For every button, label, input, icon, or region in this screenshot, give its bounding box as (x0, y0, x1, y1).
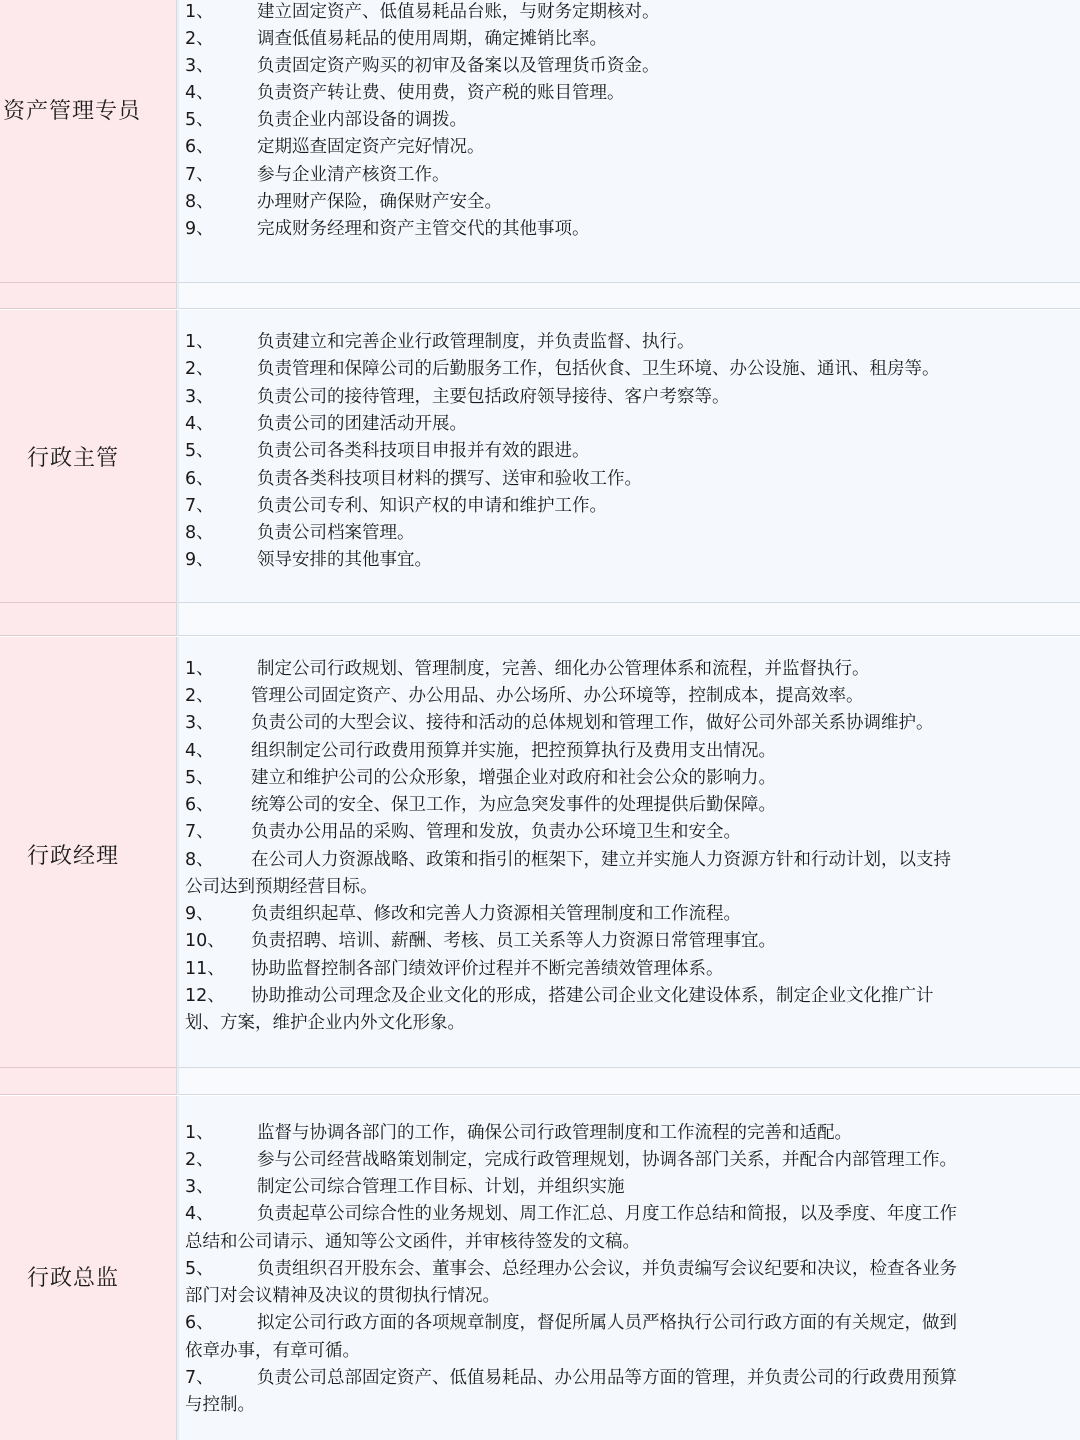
item-number: 3、 (185, 713, 214, 733)
duty-item-continuation: 依章办事，有章可循。 (185, 1341, 360, 1361)
item-number: 1、 (185, 659, 214, 679)
item-text: 负责公司的接待管理，主要包括政府领导接待、客户考察等。 (257, 387, 730, 407)
duty-item-continuation: 与控制。 (185, 1395, 255, 1415)
duty-item (185, 1256, 1068, 1283)
item-number: 7、 (185, 496, 214, 516)
item-number: 5、 (185, 768, 214, 788)
section-spacer (0, 602, 1080, 636)
duty-item (185, 656, 1068, 683)
item-text: 参与公司经营战略策划制定，完成行政管理规划，协调各部门关系，并配合内部管理工作。 (257, 1150, 957, 1170)
item-number: 7、 (185, 165, 214, 185)
duty-item-continuation: 总结和公司请示、通知等公文函件，并审核待签发的文稿。 (185, 1232, 640, 1252)
item-text: 调查低值易耗品的使用周期，确定摊销比率。 (257, 29, 607, 49)
item-text: 定期巡查固定资产完好情况。 (257, 137, 485, 157)
item-number: 4、 (185, 414, 214, 434)
role-title: 资产管理专员 (3, 98, 142, 124)
section-spacer (0, 1067, 1080, 1095)
item-text: 负责公司总部固定资产、低值易耗品、办公用品等方面的管理，并负责公司的行政费用预算 (257, 1368, 957, 1388)
role-cell (0, 637, 177, 1067)
role-cell (0, 0, 177, 282)
duty-item (185, 710, 1068, 737)
item-text: 监督与协调各部门的工作，确保公司行政管理制度和工作流程的完善和适配。 (257, 1123, 852, 1143)
duty-item (185, 53, 1068, 80)
duty-item (185, 792, 1068, 819)
item-text: 协助推动公司理念及企业文化的形成，搭建公司企业文化建设体系，制定企业文化推广计 (251, 986, 934, 1006)
duty-item (185, 134, 1068, 161)
duty-item (185, 983, 1068, 1010)
role-cell (0, 310, 177, 602)
item-number: 6、 (185, 1313, 214, 1333)
role-title: 行政经理 (27, 843, 120, 869)
item-text: 建立和维护公司的公众形象，增强企业对政府和社会公众的影响力。 (251, 768, 776, 788)
item-number: 11、 (185, 959, 225, 979)
duty-item (185, 901, 1068, 928)
item-text: 负责固定资产购买的初审及备案以及管理货币资金。 (257, 56, 660, 76)
item-text: 负责公司的团建活动开展。 (257, 414, 467, 434)
duty-item (185, 493, 1068, 520)
item-text: 负责公司的大型会议、接待和活动的总体规划和管理工作，做好公司外部关系协调维护。 (251, 713, 934, 733)
item-text: 负责管理和保障公司的后勤服务工作，包括伙食、卫生环境、办公设施、通讯、租房等。 (257, 359, 940, 379)
item-number: 4、 (185, 741, 214, 761)
duty-item-continuation: 部门对会议精神及决议的贯彻执行情况。 (185, 1286, 500, 1306)
item-number: 9、 (185, 904, 214, 924)
item-number: 9、 (185, 550, 214, 570)
section-spacer (0, 282, 1080, 309)
duty-item (185, 520, 1068, 547)
item-text: 负责公司档案管理。 (257, 523, 415, 543)
item-number: 6、 (185, 795, 214, 815)
duty-item (185, 329, 1068, 356)
item-number: 1、 (185, 2, 214, 22)
item-number: 8、 (185, 192, 214, 212)
duty-item (185, 1120, 1068, 1147)
item-number: 4、 (185, 1204, 214, 1224)
duty-item (185, 819, 1068, 846)
item-text: 负责起草公司综合性的业务规划、周工作汇总、月度工作总结和简报，以及季度、年度工作 (257, 1204, 957, 1224)
item-number: 3、 (185, 56, 214, 76)
duty-item (185, 216, 1068, 243)
item-text: 拟定公司行政方面的各项规章制度，督促所属人员严格执行公司行政方面的有关规定，做到 (257, 1313, 957, 1333)
duty-item (185, 1201, 1068, 1228)
duty-item (185, 847, 1068, 874)
item-text: 负责办公用品的采购、管理和发放，负责办公环境卫生和安全。 (251, 822, 741, 842)
item-text: 制定公司行政规划、管理制度，完善、细化办公管理体系和流程，并监督执行。 (257, 659, 870, 679)
item-number: 2、 (185, 686, 214, 706)
item-text: 在公司人力资源战略、政策和指引的框架下，建立并实施人力资源方针和行动计划，以支持 (251, 850, 951, 870)
item-text: 组织制定公司行政费用预算并实施，把控预算执行及费用支出情况。 (251, 741, 776, 761)
item-text: 参与企业清产核资工作。 (257, 165, 450, 185)
duty-item (185, 438, 1068, 465)
duty-item (185, 356, 1068, 383)
item-text: 管理公司固定资产、办公用品、办公场所、办公环境等，控制成本，提高效率。 (251, 686, 864, 706)
item-text: 制定公司综合管理工作目标、计划，并组织实施 (257, 1177, 625, 1197)
duty-item-continuation: 公司达到预期经营目标。 (185, 877, 378, 897)
duty-item-continuation: 划、方案，维护企业内外文化形象。 (185, 1013, 465, 1033)
item-number: 1、 (185, 1123, 214, 1143)
item-text: 统筹公司的安全、保卫工作，为应急突发事件的处理提供后勤保障。 (251, 795, 776, 815)
item-text: 负责组织召开股东会、董事会、总经理办公会议，并负责编写会议纪要和决议，检查各业务 (257, 1259, 957, 1279)
duty-item (185, 765, 1068, 792)
item-text: 办理财产保险，确保财产安全。 (257, 192, 502, 212)
item-number: 7、 (185, 1368, 214, 1388)
duty-item (185, 0, 1068, 26)
item-number: 6、 (185, 469, 214, 489)
duty-item (185, 189, 1068, 216)
duty-item (185, 411, 1068, 438)
item-text: 负责招聘、培训、薪酬、考核、员工关系等人力资源日常管理事宜。 (251, 931, 776, 951)
duty-item (185, 80, 1068, 107)
item-text: 负责建立和完善企业行政管理制度，并负责监督、执行。 (257, 332, 695, 352)
duty-item (185, 683, 1068, 710)
item-number: 5、 (185, 1259, 214, 1279)
role-cell (0, 1096, 177, 1440)
duty-item (185, 1147, 1068, 1174)
role-title: 行政主管 (27, 445, 120, 471)
item-number: 7、 (185, 822, 214, 842)
item-number: 9、 (185, 219, 214, 239)
duty-item (185, 928, 1068, 955)
item-text: 负责各类科技项目材料的撰写、送审和验收工作。 (257, 469, 642, 489)
duty-item (185, 1174, 1068, 1201)
duty-item (185, 162, 1068, 189)
duty-item (185, 107, 1068, 134)
item-number: 12、 (185, 986, 225, 1006)
duty-item (185, 26, 1068, 53)
item-text: 负责公司各类科技项目申报并有效的跟进。 (257, 441, 590, 461)
item-number: 5、 (185, 110, 214, 130)
item-text: 完成财务经理和资产主管交代的其他事项。 (257, 219, 590, 239)
item-number: 3、 (185, 1177, 214, 1197)
item-number: 8、 (185, 850, 214, 870)
item-text: 负责企业内部设备的调拨。 (257, 110, 467, 130)
duty-item (185, 466, 1068, 493)
item-text: 建立固定资产、低值易耗品台账，与财务定期核对。 (257, 2, 660, 22)
item-number: 8、 (185, 523, 214, 543)
item-text: 负责资产转让费、使用费，资产税的账目管理。 (257, 83, 625, 103)
duty-item (185, 1365, 1068, 1392)
duty-item (185, 547, 1068, 574)
item-number: 2、 (185, 29, 214, 49)
item-number: 2、 (185, 1150, 214, 1170)
item-number: 1、 (185, 332, 214, 352)
item-text: 领导安排的其他事宜。 (257, 550, 432, 570)
item-number: 4、 (185, 83, 214, 103)
role-title: 行政总监 (27, 1265, 120, 1291)
item-number: 10、 (185, 931, 225, 951)
item-text: 负责组织起草、修改和完善人力资源相关管理制度和工作流程。 (251, 904, 741, 924)
item-number: 2、 (185, 359, 214, 379)
item-number: 3、 (185, 387, 214, 407)
item-text: 协助监督控制各部门绩效评价过程并不断完善绩效管理体系。 (251, 959, 724, 979)
item-number: 6、 (185, 137, 214, 157)
duty-item (185, 956, 1068, 983)
item-text: 负责公司专利、知识产权的申请和维护工作。 (257, 496, 607, 516)
duty-item (185, 738, 1068, 765)
item-number: 5、 (185, 441, 214, 461)
duty-item (185, 384, 1068, 411)
duty-item (185, 1310, 1068, 1337)
